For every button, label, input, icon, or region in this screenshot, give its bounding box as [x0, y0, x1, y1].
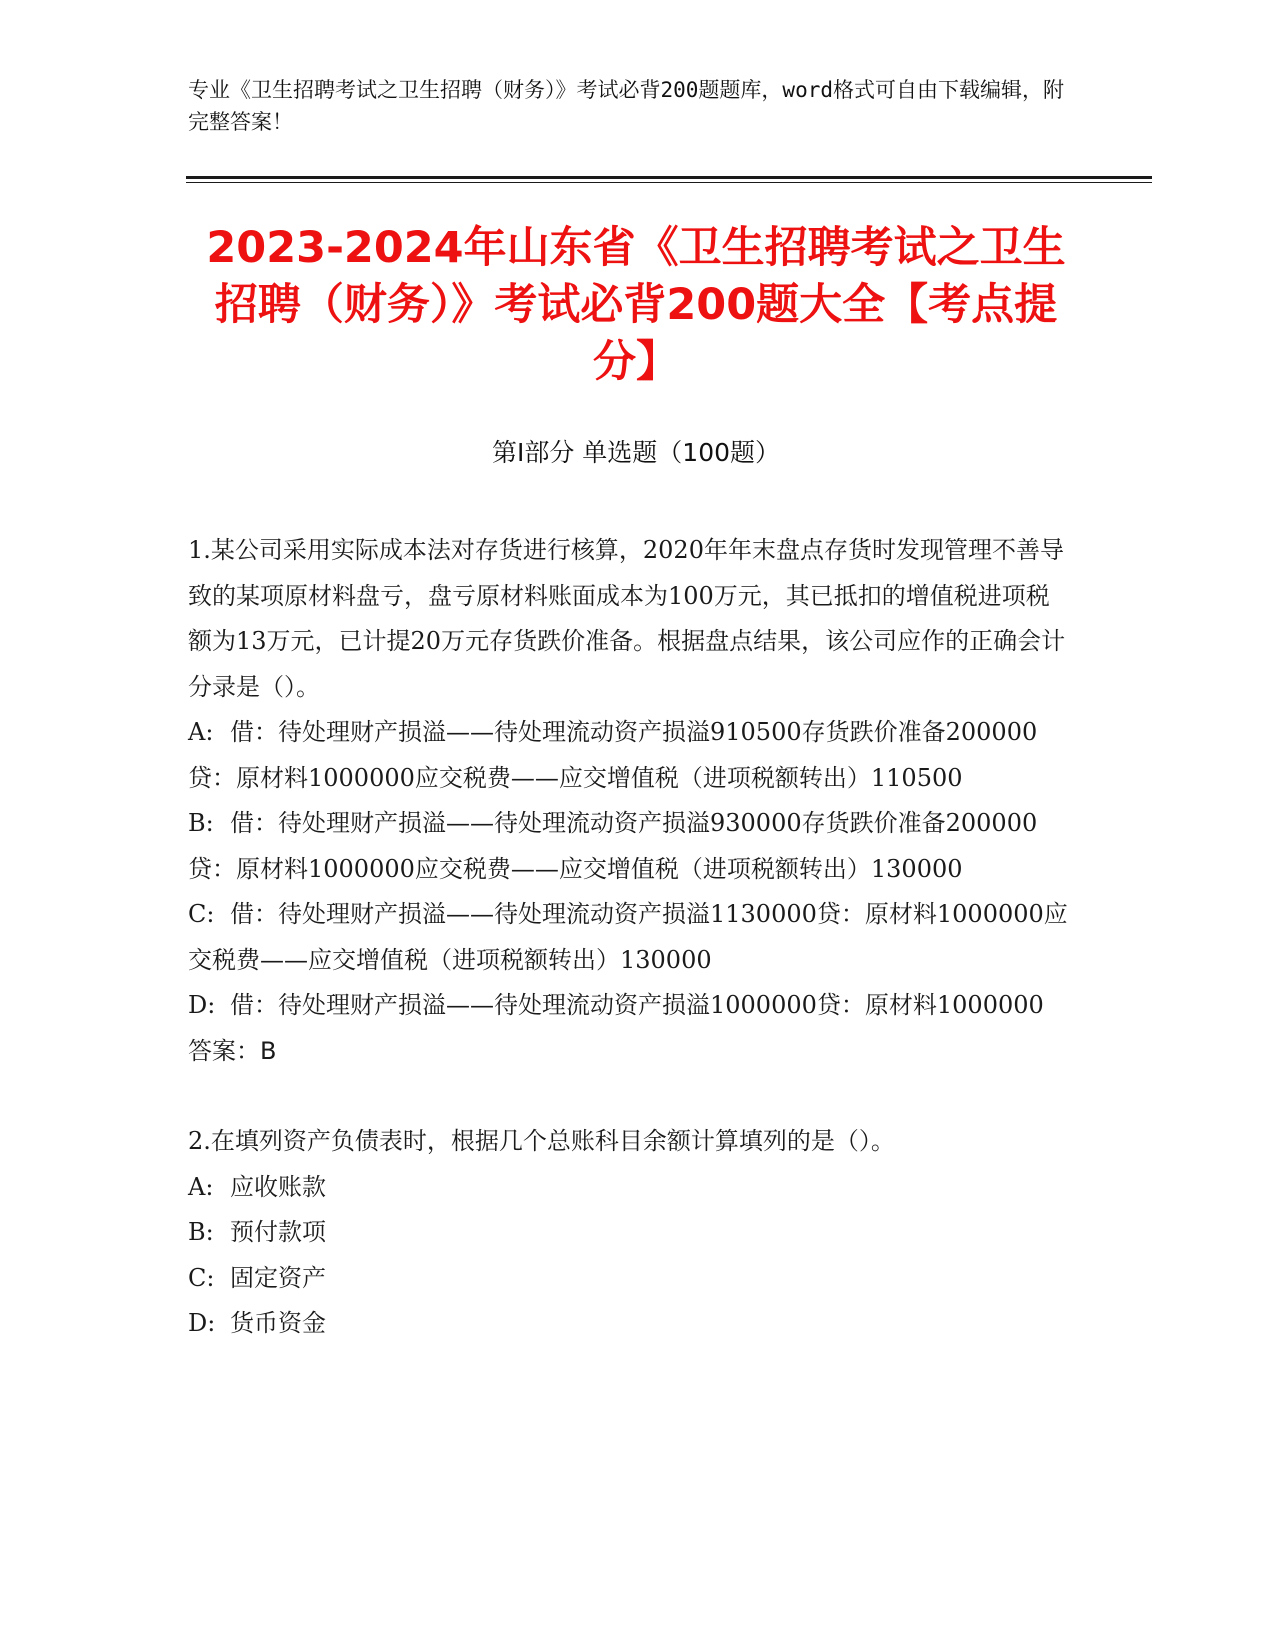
option-letter: A:	[188, 1172, 214, 1201]
question-list	[188, 528, 1068, 1392]
option-letter: D:	[188, 991, 216, 1019]
option-letter: B:	[188, 809, 214, 837]
option-c	[188, 1256, 1068, 1302]
option-a	[188, 710, 1068, 801]
answer-line: 答案：B	[188, 1036, 277, 1065]
header-divider-thin	[186, 182, 1152, 183]
option-b	[188, 801, 1068, 892]
option-letter: B:	[188, 1218, 214, 1246]
option-letter: A:	[188, 718, 214, 746]
header-divider-thick	[186, 176, 1152, 179]
option-d	[188, 983, 1068, 1029]
question-text: 1.某公司采用实际成本法对存货进行核算，2020年年末盘点存货时发现管理不善导致的某项原材料盘亏，盘亏原材料账面成本为100万元，其已抵扣的增值税进项税额为13万元，已计提20万元存货跌价准备。根据盘点结果，该公司应作的正确会计分录是（）。	[188, 536, 1066, 701]
option-text: 应收账款	[230, 1172, 326, 1201]
option-d	[188, 1301, 1068, 1347]
option-letter: D:	[188, 1309, 216, 1337]
document-title: 2023-2024年山东省《卫生招聘考试之卫生招聘（财务）》考试必背200题大全【考点提分】	[206, 223, 1066, 387]
option-text: 货币资金	[230, 1309, 326, 1337]
option-text: 借：待处理财产损溢——待处理流动资产损溢910500存货跌价准备200000贷：原材料1000000应交税费——应交增值税（进项税额转出）110500	[188, 718, 1038, 792]
question-2	[188, 1119, 1068, 1347]
section-heading: 第I部分 单选题（100题）	[491, 438, 781, 467]
option-text: 借：待处理财产损溢——待处理流动资产损溢1000000贷：原材料1000000	[230, 991, 1044, 1019]
question-text: 2.在填列资产负债表时，根据几个总账科目余额计算填列的是（）。	[188, 1127, 895, 1155]
option-letter: C:	[188, 1263, 215, 1292]
option-text: 借：待处理财产损溢——待处理流动资产损溢930000存货跌价准备200000贷：原材料1000000应交税费——应交增值税（进项税额转出）130000	[188, 809, 1038, 883]
question-1	[188, 528, 1068, 1074]
option-text: 借：待处理财产损溢——待处理流动资产损溢1130000贷：原材料1000000应交税费——应交增值税（进项税额转出）130000	[188, 900, 1068, 974]
option-text: 固定资产	[230, 1263, 326, 1292]
option-letter: C:	[188, 900, 215, 928]
option-c	[188, 892, 1068, 983]
option-a	[188, 1165, 1068, 1211]
header-note: 专业《卫生招聘考试之卫生招聘（财务）》考试必背200题题库，word格式可自由下载编辑，附完整答案！	[188, 78, 1064, 134]
option-b	[188, 1210, 1068, 1256]
option-text: 预付款项	[230, 1218, 326, 1246]
